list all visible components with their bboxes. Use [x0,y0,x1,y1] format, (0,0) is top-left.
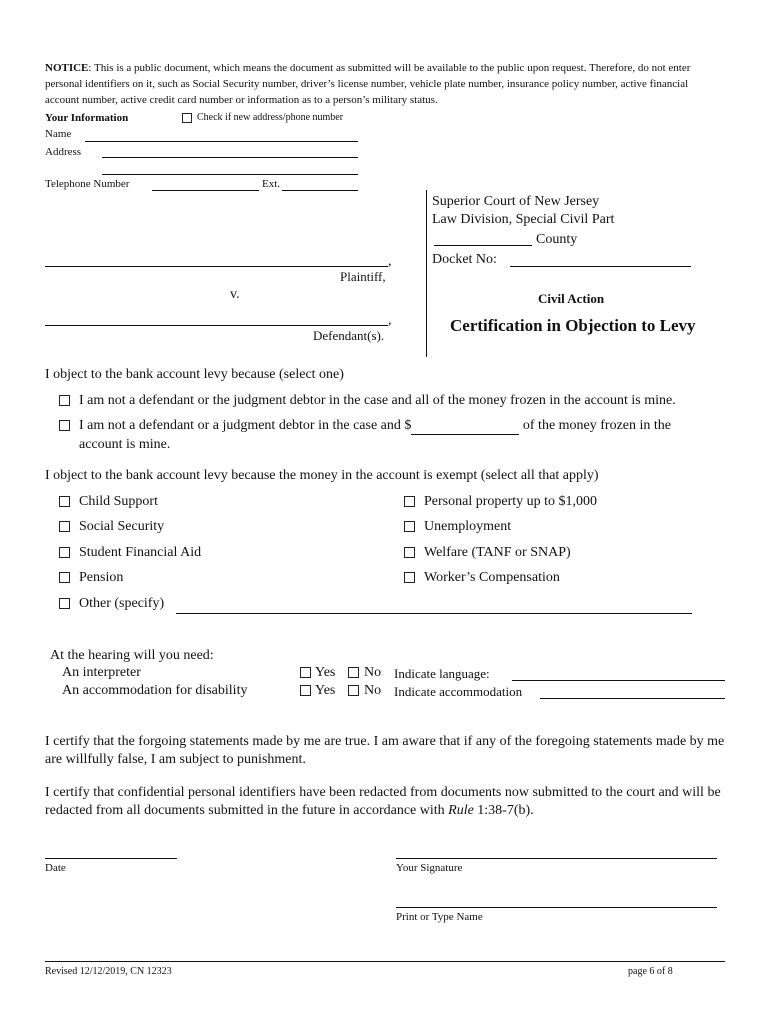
your-info-heading: Your Information [45,112,129,124]
accommodation-no-checkbox[interactable] [348,685,359,696]
rule-number: 1:38-7(b). [473,803,534,818]
partial-amount-field[interactable] [411,418,519,435]
court-division: Law Division, Special Civil Part [432,212,615,227]
docket-field[interactable] [510,266,691,267]
defendant-label: Defendant(s). [313,328,385,343]
option-not-defendant-partial-checkbox[interactable] [59,420,70,431]
personal-property-label: Personal property up to $1,000 [424,494,598,509]
student-aid-checkbox[interactable] [59,547,70,558]
personal-property-checkbox[interactable] [404,496,415,507]
address-field-1[interactable] [102,157,358,158]
interpreter-label: An interpreter [62,665,141,680]
objection2-intro: I object to the bank account levy because the money in the account is exempt (select all that apply) [45,468,599,483]
notice [45,60,725,108]
workers-comp-label: Worker’s Compensation [424,570,560,585]
date-field[interactable] [45,858,177,859]
social-security-checkbox[interactable] [59,521,70,532]
date-label: Date [45,862,66,874]
accommodation-yes-checkbox[interactable] [300,685,311,696]
pension-label: Pension [79,570,124,585]
plaintiff-label: Plaintiff, [340,269,386,284]
hearing-intro: At the hearing will you need: [50,648,214,663]
option-not-defendant-all-label: I am not a defendant or the judgment debtor in the case and all of the money frozen in the account is mine. [79,393,676,408]
option-not-defendant-all-checkbox[interactable] [59,395,70,406]
plaintiff-field[interactable] [45,266,388,267]
pension-checkbox[interactable] [59,572,70,583]
caption-divider [426,190,427,357]
address-field-2[interactable] [102,174,358,175]
ext-label: Ext. [262,178,281,190]
option-partial-text-c: account is mine. [79,437,171,452]
footer-revised: Revised 12/12/2019, CN 12323 [45,966,172,977]
notice-text: : This is a public document, which means the document as submitted will be available to the public upon request. Therefore, do not enter personal identifiers on it, such as Social Security number, driver’s license number, vehicle plate number, insurance policy number, active financial account number, active credit card number or information as to a person’s military status. [45,62,691,106]
telephone-field[interactable] [152,190,259,191]
option-not-defendant-partial-label [79,418,671,435]
other-specify-field[interactable] [176,613,692,614]
county-field[interactable] [434,245,532,246]
address-label: Address [45,146,82,158]
court-name: Superior Court of New Jersey [432,194,600,209]
accommodation-no-label: No [364,683,382,698]
child-support-checkbox[interactable] [59,496,70,507]
plaintiff-comma: , [388,254,392,269]
certify-redaction-text: I certify that confidential personal identifiers have been redacted from documents now submitted to the court and will be redacted from all documents submitted in the future in accordance with [45,785,721,818]
option-partial-text-a: I am not a defendant or a judgment debtor in the case and $ [79,418,412,433]
certify-redaction [45,784,725,820]
print-name-label: Print or Type Name [396,911,483,923]
interpreter-no-checkbox[interactable] [348,667,359,678]
print-name-field[interactable] [396,907,717,908]
objection1-intro: I object to the bank account levy because (select one) [45,367,344,382]
form-title: Certification in Objection to Levy [450,316,696,335]
accommodation-yes-label: Yes [315,683,336,698]
signature-field[interactable] [396,858,717,859]
county-label: County [536,232,578,247]
defendant-comma: , [388,313,392,328]
ext-field[interactable] [282,190,358,191]
footer-page: page 6 of 8 [628,966,673,977]
social-security-label: Social Security [79,519,165,534]
footer-rule [45,961,725,962]
name-label: Name [45,128,72,140]
new-address-label: Check if new address/phone number [197,112,344,123]
notice-label: NOTICE [45,62,89,74]
docket-label: Docket No: [432,252,497,267]
workers-comp-checkbox[interactable] [404,572,415,583]
language-field[interactable] [512,680,725,681]
other-checkbox[interactable] [59,598,70,609]
indicate-accommodation-label: Indicate accommodation [394,684,523,699]
student-aid-label: Student Financial Aid [79,545,202,560]
indicate-language-label: Indicate language: [394,666,490,681]
unemployment-label: Unemployment [424,519,512,534]
signature-label: Your Signature [396,862,463,874]
defendant-field[interactable] [45,325,388,326]
versus-label: v. [230,287,240,302]
unemployment-checkbox[interactable] [404,521,415,532]
interpreter-yes-label: Yes [315,665,336,680]
accommodation-field[interactable] [540,698,725,699]
child-support-label: Child Support [79,494,158,509]
welfare-label: Welfare (TANF or SNAP) [424,545,571,560]
interpreter-yes-checkbox[interactable] [300,667,311,678]
interpreter-no-label: No [364,665,382,680]
welfare-checkbox[interactable] [404,547,415,558]
option-partial-text-b: of the money frozen in the [519,418,672,433]
telephone-label: Telephone Number [45,178,130,190]
new-address-checkbox[interactable] [182,113,192,123]
certify-truth: I certify that the forgoing statements made by me are true. I am aware that if any of the foregoing statements made by me are willfully false, I am subject to punishment. [45,734,725,767]
rule-word: Rule [448,803,474,818]
accommodation-label: An accommodation for disability [62,683,248,698]
other-label: Other (specify) [79,596,165,611]
name-field[interactable] [85,141,358,142]
civil-action-label: Civil Action [538,291,605,306]
